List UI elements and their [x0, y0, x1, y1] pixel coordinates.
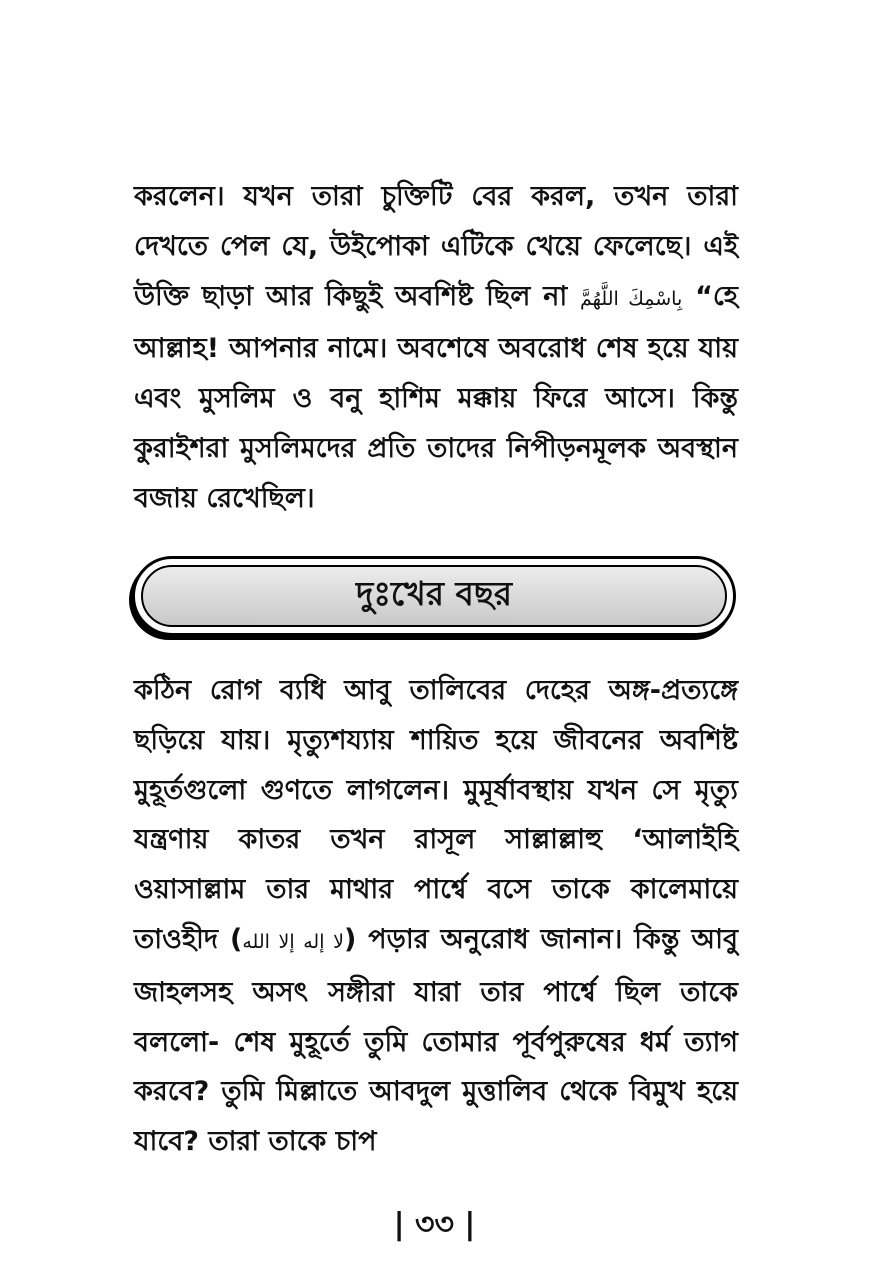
page-number: | ৩৩ | — [393, 1207, 476, 1242]
arabic-phrase: لا إله إلا الله — [242, 930, 344, 953]
arabic-phrase: بِاسْمِكَ اللَّهُمَّ — [580, 287, 683, 310]
paragraph-text-part: কঠিন রোগ ব্যধি আবু তালিবের দেহের অঙ্গ-প্রত্যঙ্গে ছড়িয়ে যায়। মৃত্যুশয্যায় শায়িত হয়ে জীবনের অবশিষ্ট মুহূর্তগুলো গুণতে লাগলেন। মুমূর্ষাবস্থায় যখন সে মৃত্যু যন্ত্রণায় কাতর তখন রাসূল সাল্লাল্লাহু ‘আলাইহি ওয়াসাল্লাম তার মাথার পার্শ্বে বসে তাকে কালেমায়ে তাওহীদ ( — [134, 675, 738, 955]
paragraph-text-part: ) পড়ার অনুরোধ জানান। কিন্তু আবু জাহলসহ অসৎ সঙ্গীরা যারা তার পার্শ্বে ছিল তাকে বললো- শেষ মুহূর্তে তুমি তোমার পূর্বপুরুষের ধর্ম ত্যাগ করবে? তুমি মিল্লাতে আবদুল মুত্তালিব থেকে বিমুখ হয়ে যাবে? তারা তাকে চাপ — [134, 923, 739, 1158]
paragraph-text-part: করলেন। যখন তারা চুক্তিটি বের করল, তখন তারা দেখতে পেল যে, উইপোকা এটিকে খেয়ে ফেলেছে। এই উক্তি ছাড়া আর কিছুই অবশিষ্ট ছিল না — [134, 181, 738, 312]
section-heading-inner — [141, 565, 727, 627]
paragraph-text-part: “হে আল্লাহ! আপনার নামে। অবশেষে অবরোধ শেষ হয়ে যায় এবং মুসলিম ও বনু হাশিম মক্কায় ফিরে আসে। কিন্তু কুরাইশরা মুসলিমদের প্রতি তাদের নিপীড়নমূলক অবস্থান বজায় রেখেছিল। — [134, 280, 738, 514]
body-paragraph-bottom — [134, 666, 738, 1167]
section-heading: দুঃখের বছর — [355, 574, 513, 613]
section-heading-banner — [132, 556, 736, 636]
body-paragraph-top — [134, 172, 738, 524]
